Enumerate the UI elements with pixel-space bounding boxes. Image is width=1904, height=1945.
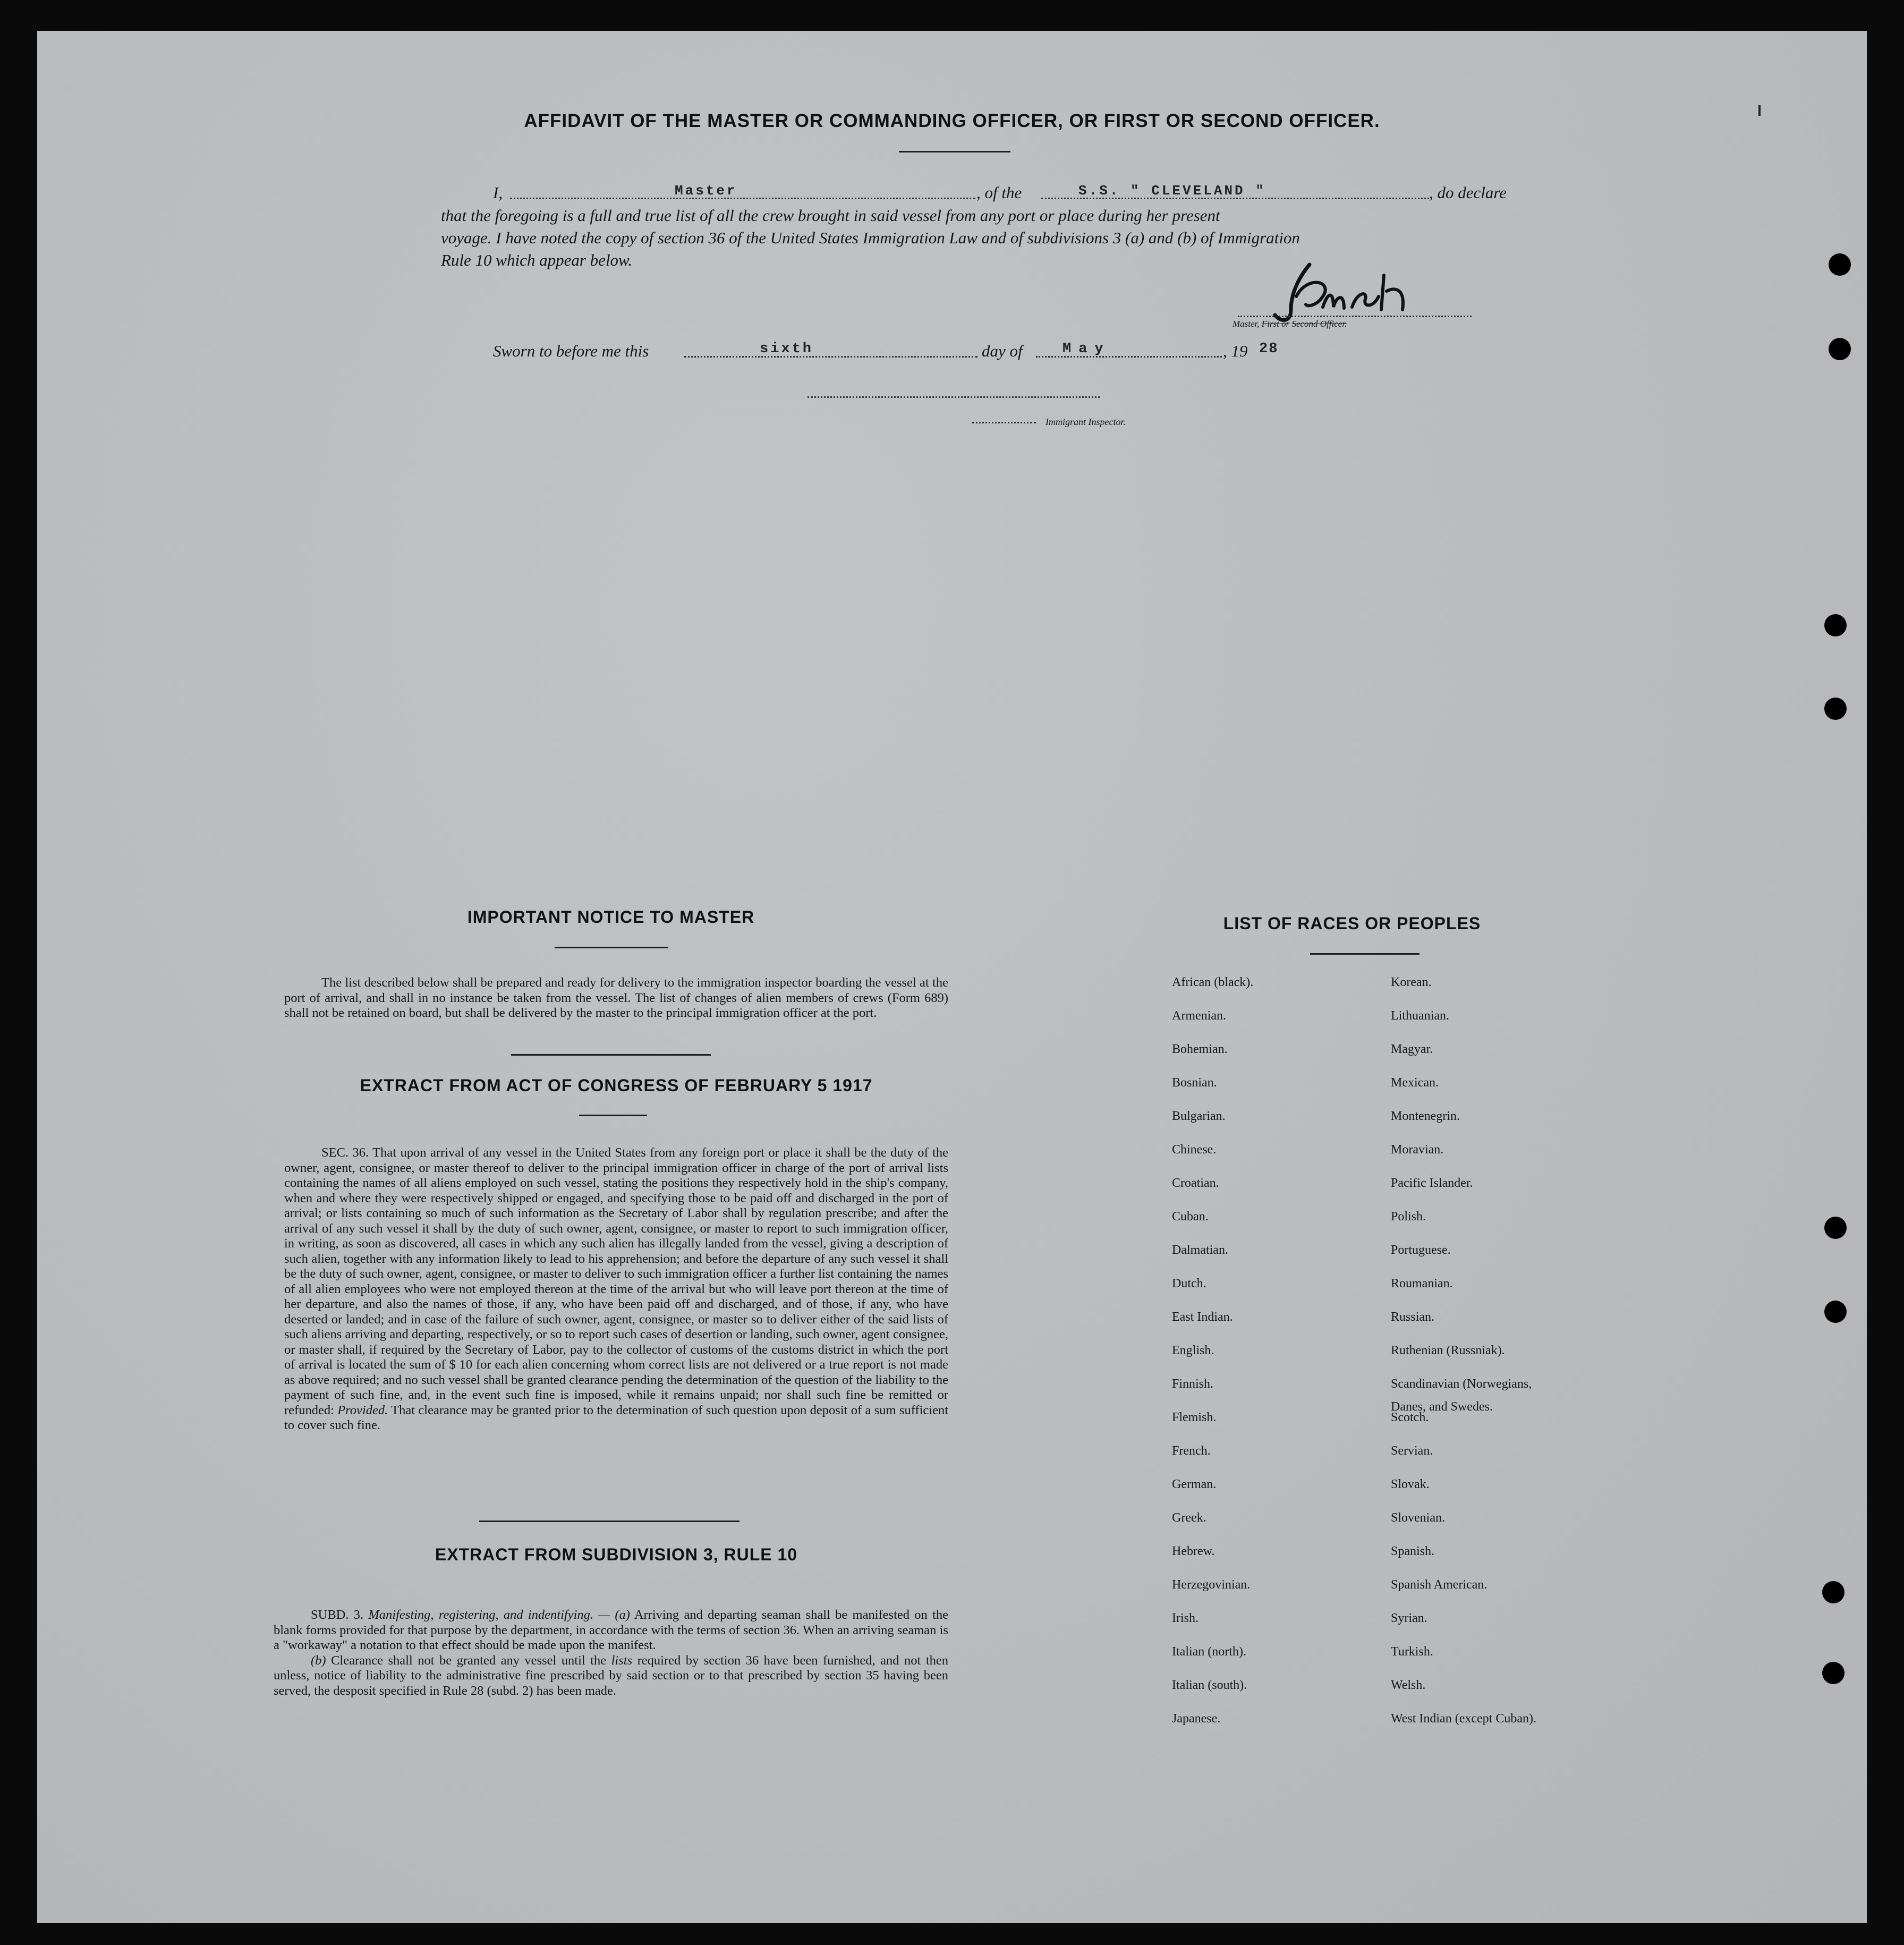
race-item: Russian. bbox=[1391, 1310, 1435, 1324]
rule10-b-text2: required by section 36 have been furnished, and not then unless, notice of liability to the administrative fine prescribed by said section or to that prescribed by section 35 having been served, the desposit specified in Rule 28 (subd. 2) has been made. bbox=[274, 1653, 948, 1698]
of-the-label: , of the bbox=[976, 183, 1022, 202]
act-body: SEC. 36. That upon arrival of any vessel in the United States from any foreign port or place it shall be the duty of the owner, agent, consignee, or master thereof to deliver to the principal immigration officer in charge of the port of arrival lists containing the names of all aliens employed on such vessel, stating the positions they respectively hold in the ship's company, when and where they were respectively shipped or engaged, and specifying those to be paid off and discharged in the port of arrival; or lists containing so much of such information as the Secretary of Labor shall by regulation prescribe; and after the arrival of any such vessel it shall by the duty of such owner, agent, consignee, or master to report to such immigration officer, in writing, as soon as discovered, all cases in which any such alien has illegally landed from the vessel, giving a description of such alien, together with any information likely to lead to his apprehension; and before the departure of any such vessel it shall be the duty of such owner, agent, consignee, or master to deliver to such immigration officer a further list containing the names of all alien employees who were not employed thereon at the time of the arrival but who will leave port thereon at the time of her departure, and also the names of those, if any, who have been paid off and discharged, and of those, if any, who have deserted or landed; and in case of the failure of such owner, agent, consignee, or master so to deliver either of the said lists of such aliens arriving and departing, respectively, or so to report such cases of desertion or landing, such owner, agent consignee, or master shall, if required by the Secretary of Labor, pay to the collector of customs of the customs district in which the port of arrival is located the sum of $ 10 for each alien concerning whom correct lists are not delivered or a true report is not made as above required; and no such vessel shall be granted clearance pending the determination of the question of the liability to the payment of such fine, and, in the event such fine is imposed, while it remains unpaid; nor shall such fine be remitted or refunded: bbox=[284, 1145, 948, 1417]
race-item: Flemish. bbox=[1172, 1411, 1217, 1424]
act-rule bbox=[579, 1115, 647, 1116]
heading-rule bbox=[899, 151, 1010, 152]
affidavit-line-2: that the foregoing is a full and true list of all the crew brought in said vessel from any port or place during her present bbox=[441, 206, 1220, 225]
race-item: Mexican. bbox=[1391, 1076, 1439, 1090]
rule10-a-prefix: SUBD. 3. bbox=[311, 1608, 364, 1622]
race-item: Dalmatian. bbox=[1172, 1243, 1228, 1257]
race-item: Portuguese. bbox=[1391, 1243, 1451, 1257]
race-item: Finnish. bbox=[1172, 1377, 1214, 1391]
rule10-a-text: Arriving and departing seaman shall be manifested on the blank forms provided for that purpose by the department, in accordance with the terms of section 36. When an arriving seaman is a "workaway" a notation to that effect should be made upon the manifest. bbox=[274, 1608, 948, 1652]
do-declare-label: , do declare bbox=[1429, 183, 1507, 202]
i-label: I, bbox=[493, 183, 503, 202]
day-line bbox=[684, 356, 978, 358]
race-item: Bosnian. bbox=[1172, 1076, 1217, 1090]
race-item: Bulgarian. bbox=[1172, 1109, 1226, 1123]
act-body-end: That clearance may be granted prior to the determination of such question upon deposit of a sum sufficient to cover such fine. bbox=[284, 1403, 949, 1432]
binder-hole bbox=[1824, 614, 1847, 636]
race-item: Greek. bbox=[1172, 1511, 1206, 1525]
race-item: Korean. bbox=[1391, 975, 1432, 989]
year-prefix: , 19 bbox=[1223, 342, 1248, 360]
race-item: Hebrew. bbox=[1172, 1544, 1215, 1558]
race-item: Scandinavian (Norwegians, bbox=[1391, 1377, 1532, 1391]
race-item: Cuban. bbox=[1172, 1210, 1209, 1224]
day-of-label: day of bbox=[982, 342, 1023, 360]
signature-caption bbox=[1232, 319, 1347, 329]
binder-hole bbox=[1824, 1301, 1847, 1323]
affidavit-line-3: voyage. I have noted the copy of section 36 of the United States Immigration Law and of subdivisions 3 (a) and (b) of Immigration bbox=[441, 228, 1300, 247]
race-item: German. bbox=[1172, 1477, 1217, 1491]
race-item: Lithuanian. bbox=[1391, 1009, 1449, 1023]
notice-bottom-rule bbox=[511, 1054, 711, 1056]
sworn-label: Sworn to before me this bbox=[493, 342, 649, 360]
affidavit-line-4: Rule 10 which appear below. bbox=[441, 251, 633, 269]
race-item: Welsh. bbox=[1391, 1678, 1426, 1692]
binder-hole bbox=[1829, 253, 1851, 276]
inspector-label: Immigrant Inspector. bbox=[1046, 417, 1126, 427]
race-item: Roumanian. bbox=[1391, 1277, 1453, 1290]
race-item: Slovak. bbox=[1391, 1477, 1430, 1491]
race-item: Spanish American. bbox=[1391, 1578, 1488, 1592]
race-item: Dutch. bbox=[1172, 1277, 1206, 1290]
role-line bbox=[510, 198, 975, 199]
race-scandinavian-continued: Danes, and Swedes. bbox=[1391, 1400, 1493, 1414]
affidavit-heading: AFFIDAVIT OF THE MASTER OR COMMANDING OFFICER, OR FIRST OR SECOND OFFICER. bbox=[524, 111, 1380, 131]
race-item: Scotch. bbox=[1391, 1411, 1429, 1424]
races-heading: LIST OF RACES OR PEOPLES bbox=[1223, 914, 1481, 933]
act-provided: Provided. bbox=[337, 1403, 388, 1417]
binder-hole bbox=[1824, 1217, 1847, 1239]
race-item: French. bbox=[1172, 1444, 1211, 1458]
race-item: Montenegrin. bbox=[1391, 1109, 1460, 1123]
caption-struck: First or bbox=[1261, 319, 1290, 329]
race-item: Italian (south). bbox=[1172, 1678, 1247, 1692]
inspector-line bbox=[972, 422, 1036, 423]
rule10-heading: EXTRACT FROM SUBDIVISION 3, RULE 10 bbox=[435, 1545, 798, 1564]
race-item: English. bbox=[1172, 1344, 1214, 1357]
race-item: Ruthenian (Russniak). bbox=[1391, 1344, 1505, 1357]
binder-hole bbox=[1824, 698, 1847, 720]
manifest-page bbox=[37, 31, 1867, 1923]
race-item: Spanish. bbox=[1391, 1544, 1435, 1558]
notice-heading: IMPORTANT NOTICE TO MASTER bbox=[467, 907, 755, 927]
races-rule bbox=[1310, 953, 1420, 955]
month-fill: May bbox=[1062, 341, 1111, 357]
day-fill: sixth bbox=[760, 341, 814, 357]
race-item: Italian (north). bbox=[1172, 1645, 1246, 1659]
race-item: Syrian. bbox=[1391, 1611, 1427, 1625]
vessel-fill: S.S. " CLEVELAND " bbox=[1078, 183, 1266, 199]
notice-text bbox=[284, 975, 948, 1021]
race-item: Moravian. bbox=[1391, 1143, 1444, 1157]
caption-master: Master, bbox=[1232, 319, 1260, 329]
act-paragraph bbox=[284, 1145, 948, 1433]
year-fill: 28 bbox=[1259, 341, 1279, 357]
corner-mark bbox=[1758, 105, 1761, 116]
binder-hole bbox=[1822, 1662, 1844, 1684]
signature-line bbox=[1238, 316, 1472, 317]
inspector-sign-line bbox=[808, 396, 1100, 398]
rule10-a-title: Manifesting, registering, and indentifying. — (a) bbox=[368, 1608, 630, 1622]
caption-officer: Second Officer. bbox=[1291, 319, 1347, 329]
race-item: African (black). bbox=[1172, 975, 1254, 989]
notice-rule bbox=[555, 947, 668, 948]
race-item: Bohemian. bbox=[1172, 1042, 1228, 1056]
rule10-text bbox=[274, 1608, 948, 1698]
master-signature bbox=[1259, 259, 1482, 328]
act-bottom-rule bbox=[479, 1521, 740, 1522]
act-heading: EXTRACT FROM ACT OF CONGRESS OF FEBRUARY 5 1917 bbox=[360, 1076, 873, 1095]
race-item: West Indian (except Cuban). bbox=[1391, 1712, 1536, 1726]
race-item: Armenian. bbox=[1172, 1009, 1226, 1023]
race-item: Slovenian. bbox=[1391, 1511, 1445, 1525]
race-item: Magyar. bbox=[1391, 1042, 1433, 1056]
binder-hole bbox=[1829, 338, 1851, 360]
race-item: Turkish. bbox=[1391, 1645, 1433, 1659]
binder-hole bbox=[1822, 1581, 1844, 1603]
race-item: Servian. bbox=[1391, 1444, 1433, 1458]
role-fill: Master bbox=[675, 183, 737, 199]
rule10-b-label: (b) bbox=[311, 1653, 326, 1668]
race-item: Croatian. bbox=[1172, 1176, 1219, 1190]
race-item: East Indian. bbox=[1172, 1310, 1233, 1324]
rule10-b bbox=[274, 1653, 948, 1699]
race-item: Polish. bbox=[1391, 1210, 1426, 1224]
race-item: Japanese. bbox=[1172, 1712, 1221, 1726]
rule10-b-lists: lists bbox=[611, 1653, 633, 1668]
act-text bbox=[284, 1145, 948, 1433]
race-item: Herzegovinian. bbox=[1172, 1578, 1251, 1592]
notice-paragraph: The list described below shall be prepared and ready for delivery to the immigration inspector boarding the vessel at the port of arrival, and shall in no instance be taken from the vessel. The list of changes of alien members of crews (Form 689) shall not be retained on board, but shall be delivered by the master to the principal immigration officer at the port. bbox=[284, 975, 948, 1020]
race-item: Irish. bbox=[1172, 1611, 1198, 1625]
rule10-b-text1: Clearance shall not be granted any vessel until the bbox=[331, 1653, 607, 1668]
rule10-a bbox=[274, 1608, 948, 1653]
race-item: Pacific Islander. bbox=[1391, 1176, 1473, 1190]
race-item: Chinese. bbox=[1172, 1143, 1217, 1157]
